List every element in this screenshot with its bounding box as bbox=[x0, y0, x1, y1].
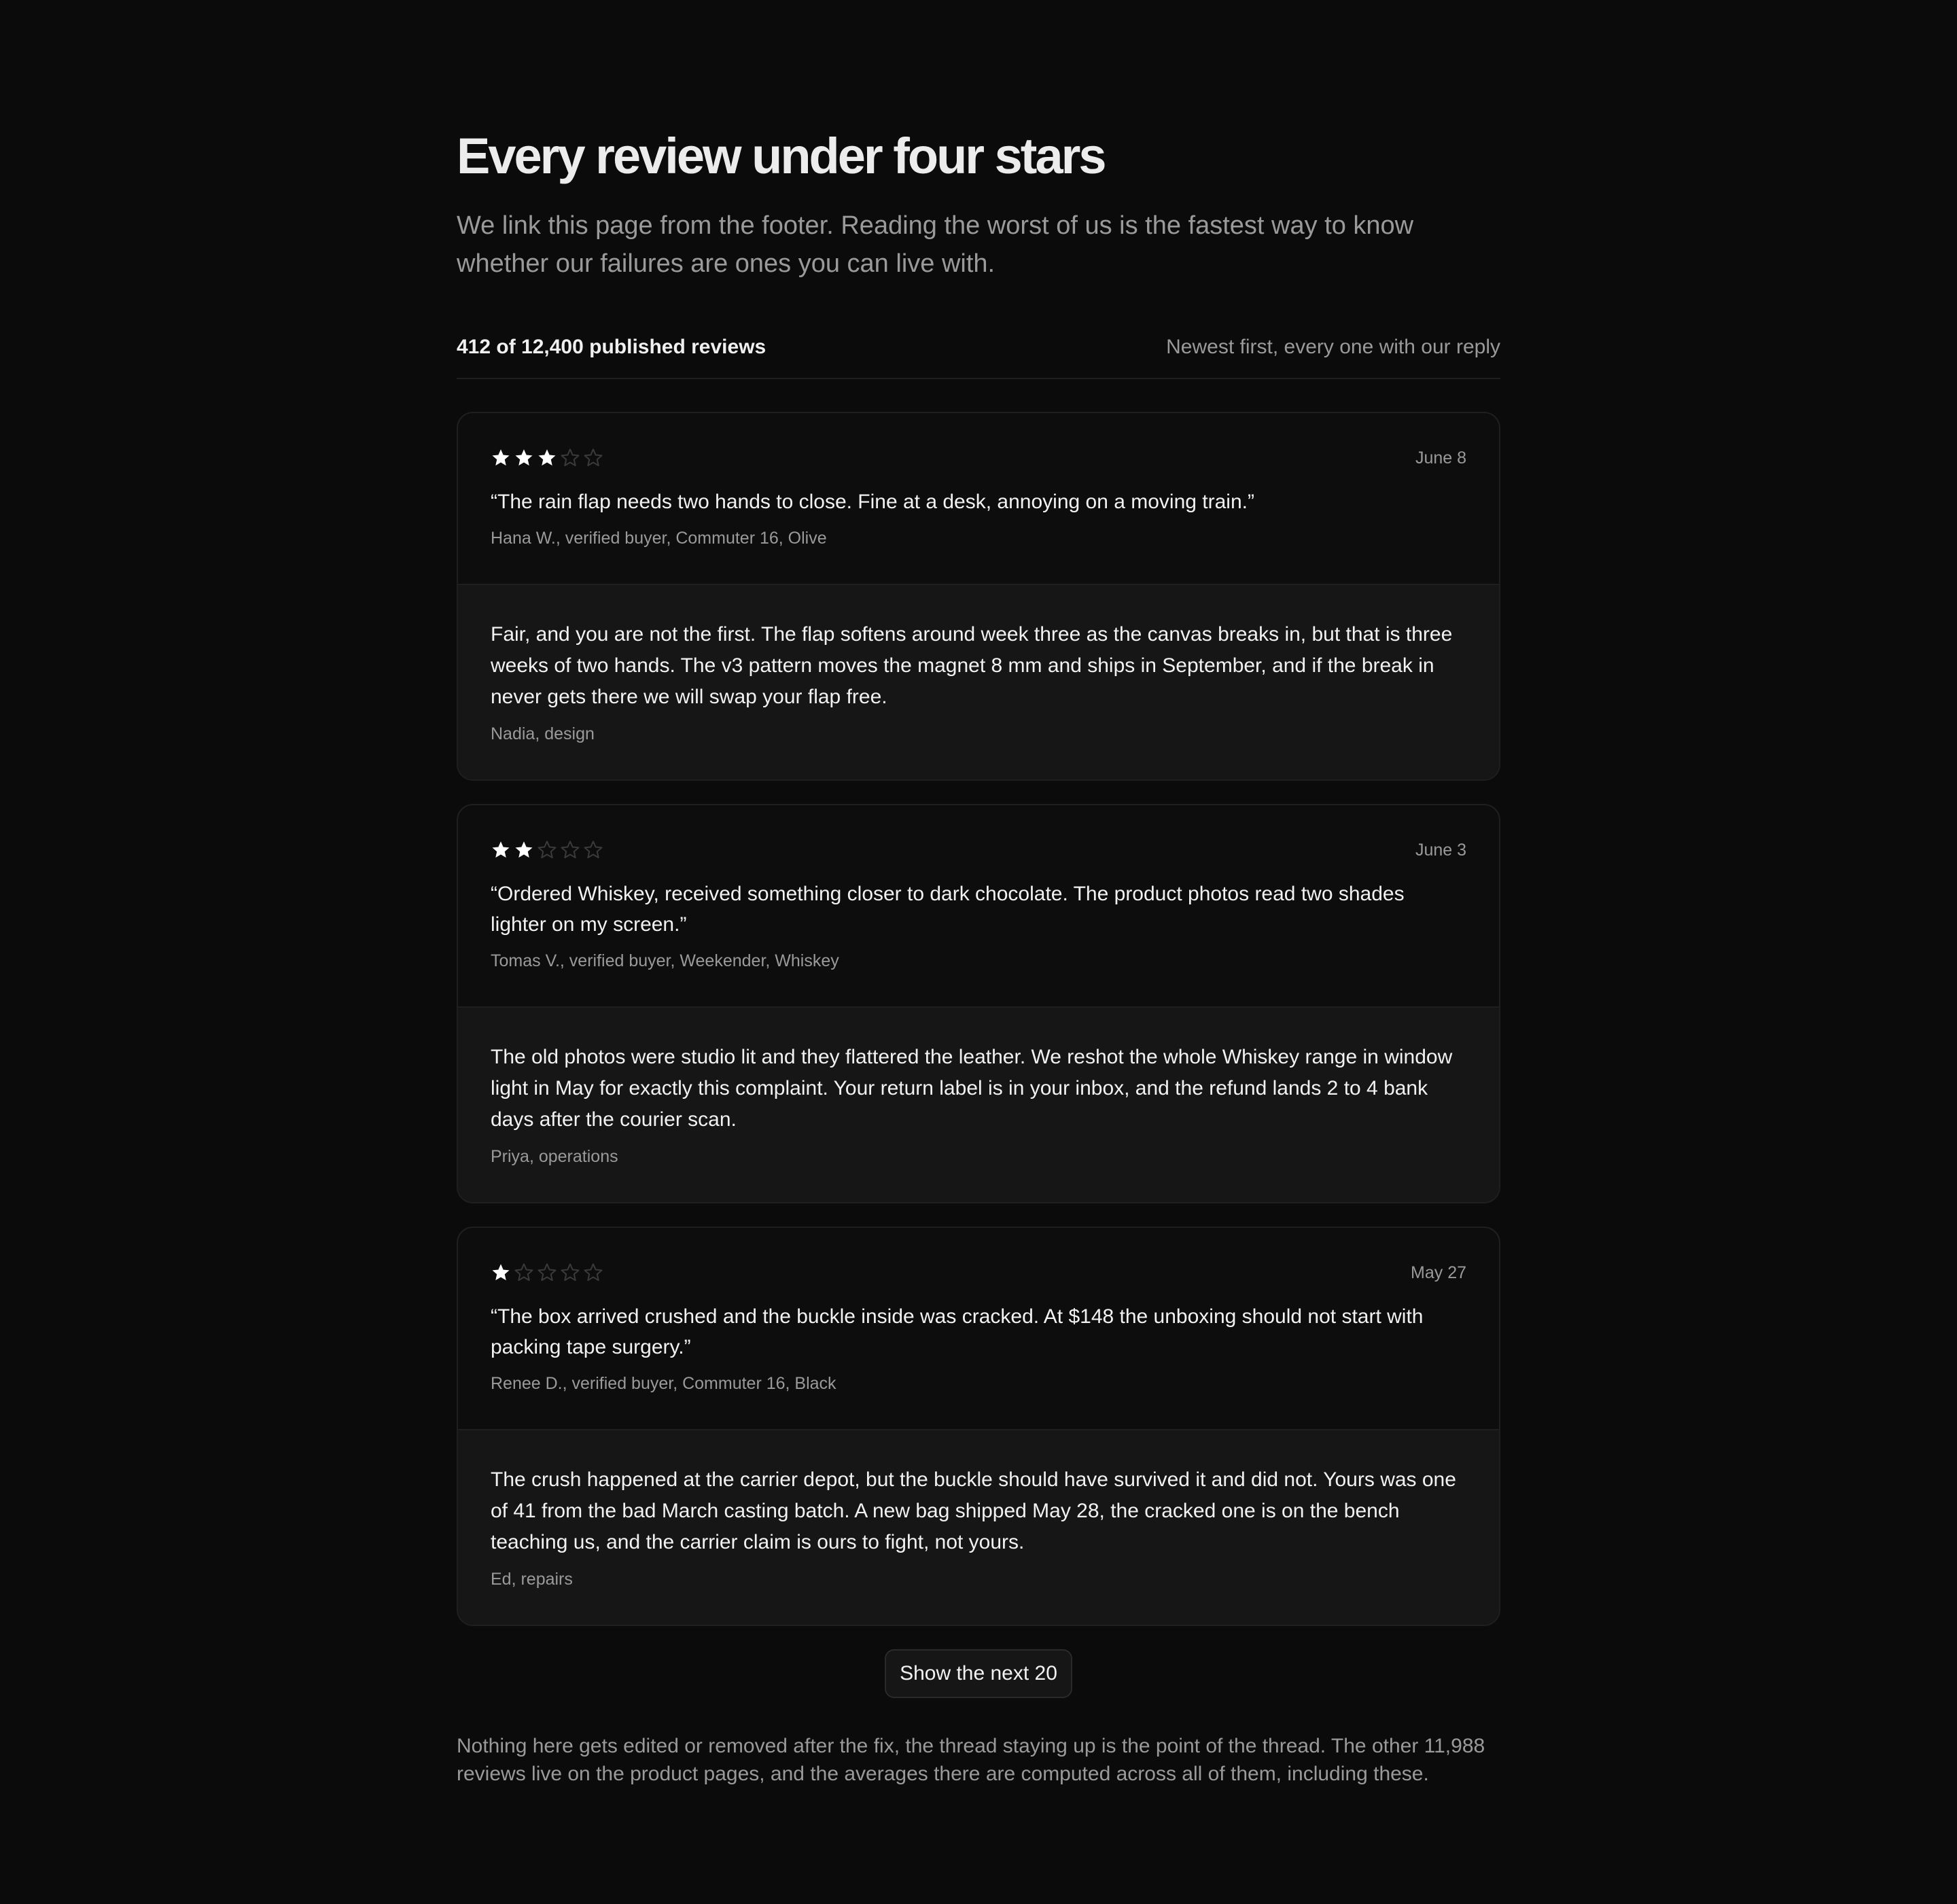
review-author: Hana W., verified buyer, Commuter 16, Olive bbox=[491, 529, 827, 548]
star-empty-icon bbox=[583, 840, 603, 860]
star-filled-icon bbox=[514, 840, 534, 860]
reply-text: Fair, and you are not the first. The flap softens around week three as the canvas breaks in, but that is three weeks of two hands. The v3 pattern moves the magnet 8 mm and ships in September, and if the break in never gets there we will swap your flap free. bbox=[491, 623, 1453, 708]
review-quote: “The box arrived crushed and the buckle inside was cracked. At $148 the unboxing should not start with packing tape surgery.” bbox=[491, 1305, 1424, 1358]
star-empty-icon bbox=[514, 1263, 534, 1283]
review-card bbox=[457, 412, 1500, 781]
star-filled-icon bbox=[491, 1263, 511, 1283]
reply-author: Priya, operations bbox=[491, 1147, 618, 1166]
page bbox=[457, 0, 1500, 1788]
review-card bbox=[457, 804, 1500, 1203]
review-quote: “The rain flap needs two hands to close. Fine at a desk, annoying on a moving train.” bbox=[491, 491, 1254, 513]
star-empty-icon bbox=[560, 840, 580, 860]
star-empty-icon bbox=[583, 448, 603, 468]
review-body bbox=[458, 413, 1499, 584]
reply-author: Ed, repairs bbox=[491, 1570, 573, 1589]
review-author: Renee D., verified buyer, Commuter 16, Black bbox=[491, 1374, 836, 1393]
review-author: Tomas V., verified buyer, Weekender, Whiskey bbox=[491, 951, 839, 970]
review-count: 412 of 12,400 published reviews bbox=[457, 336, 766, 358]
page-title: Every review under four stars bbox=[457, 128, 1105, 184]
review-date: June 3 bbox=[1415, 840, 1466, 860]
star-empty-icon bbox=[537, 840, 557, 860]
star-filled-icon bbox=[491, 448, 511, 468]
show-more-button[interactable]: Show the next 20 bbox=[885, 1649, 1072, 1698]
reply-text: The crush happened at the carrier depot, but the buckle should have survived it and did not. Yours was one of 41 from the bad March casting batch. A new bag shipped May 28, the cracked one is on the bench teaching us, and the carrier claim is ours to fight, not yours. bbox=[491, 1468, 1456, 1553]
star-rating bbox=[491, 448, 603, 468]
star-filled-icon bbox=[491, 840, 511, 860]
team-reply bbox=[458, 1006, 1499, 1202]
footer-note: Nothing here gets edited or removed after the fix, the thread staying up is the point of the thread. The other 11,988 reviews live on the product pages, and the averages there are computed across all of them, including these. bbox=[457, 1735, 1485, 1785]
review-body bbox=[458, 1228, 1499, 1429]
reviews-meta-bar bbox=[457, 336, 1500, 379]
star-empty-icon bbox=[560, 448, 580, 468]
review-card bbox=[457, 1227, 1500, 1626]
review-date: June 8 bbox=[1415, 448, 1466, 468]
review-date: May 27 bbox=[1411, 1263, 1466, 1282]
review-body bbox=[458, 805, 1499, 1006]
page-subtitle: We link this page from the footer. Reading the worst of us is the fastest way to know whether our failures are ones you can live with. bbox=[457, 211, 1414, 278]
star-empty-icon bbox=[560, 1263, 580, 1283]
reply-author: Nadia, design bbox=[491, 724, 595, 743]
star-empty-icon bbox=[537, 1263, 557, 1283]
reply-text: The old photos were studio lit and they flattered the leather. We reshot the whole Whiskey range in window light in May for exactly this complaint. Your return label is in your inbox, and the refund lands 2 to 4 bank days after the courier scan. bbox=[491, 1046, 1453, 1131]
team-reply bbox=[458, 1429, 1499, 1625]
star-rating bbox=[491, 840, 603, 860]
review-list bbox=[457, 412, 1500, 1626]
star-filled-icon bbox=[514, 448, 534, 468]
star-rating bbox=[491, 1263, 603, 1283]
sort-description: Newest first, every one with our reply bbox=[1166, 336, 1500, 358]
team-reply bbox=[458, 584, 1499, 779]
review-quote: “Ordered Whiskey, received something closer to dark chocolate. The product photos read two shades lighter on my screen.” bbox=[491, 883, 1405, 936]
star-filled-icon bbox=[537, 448, 557, 468]
star-empty-icon bbox=[583, 1263, 603, 1283]
